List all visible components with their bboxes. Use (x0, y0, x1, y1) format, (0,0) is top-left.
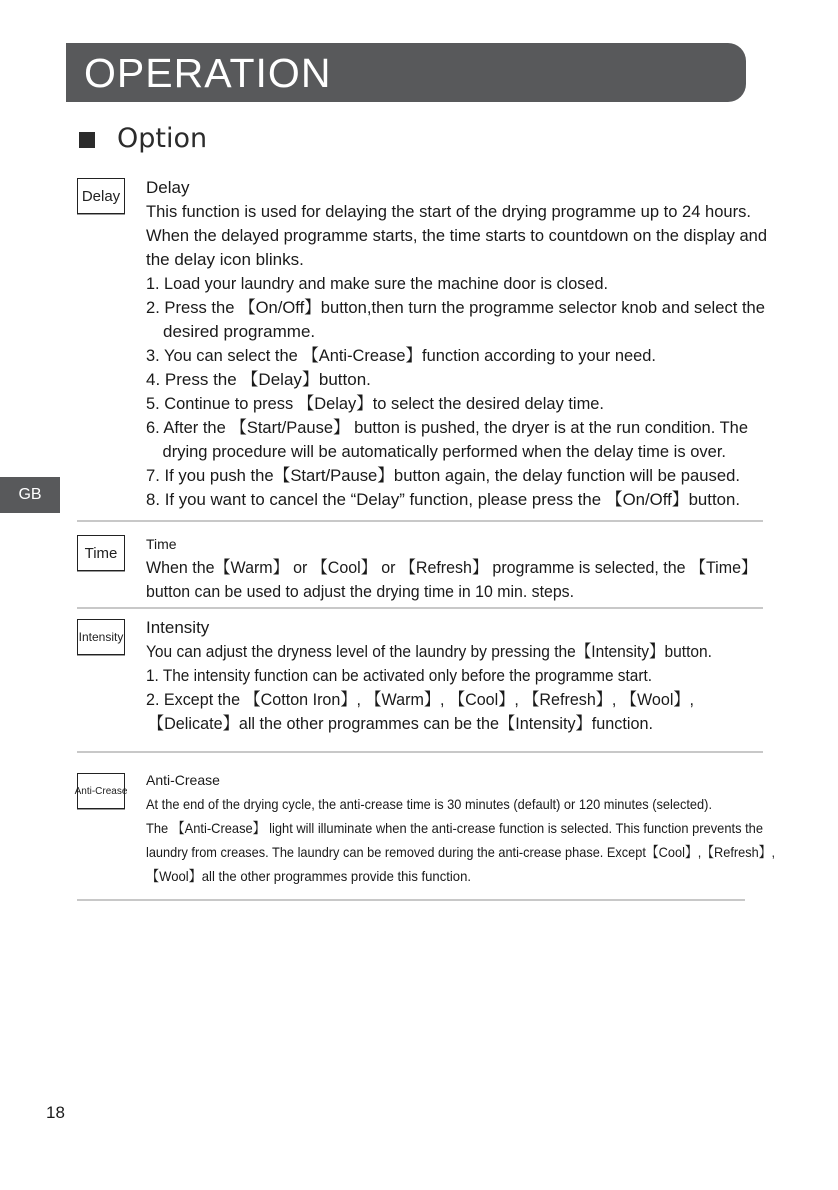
delay-button-icon: Delay (77, 178, 125, 214)
intensity-line: You can adjust the dryness level of the laundry by pressing the【Intensity】button. (146, 642, 712, 661)
page-title: OPERATION (84, 50, 332, 96)
anti-crease-button-icon: Anti-Crease (77, 773, 125, 809)
delay-step: 3. You can select the 【Anti-Crease】function according to your need. (146, 346, 656, 365)
intensity-section (146, 616, 786, 736)
time-line: When the【Warm】 or 【Cool】 or 【Refresh】 programme is selected, the 【Time】 (146, 558, 757, 577)
anti-crease-section (146, 768, 786, 888)
time-button-icon: Time (77, 535, 125, 571)
intensity-button-icon: Intensity (77, 619, 125, 655)
delay-line: the delay icon blinks. (146, 250, 304, 269)
anti-crease-line: laundry from creases. The laundry can be removed during the anti-crease phase. Except【Cool】,【Refresh】, (146, 844, 775, 860)
delay-step: 2. Press the 【On/Off】button,then turn the programme selector knob and select the (146, 298, 765, 317)
delay-step: 7. If you push the【Start/Pause】button again, the delay function will be paused. (146, 466, 740, 485)
delay-step: desired programme. (163, 322, 316, 341)
intensity-step: 2. Except the 【Cotton Iron】, 【Warm】, 【Cool】, 【Refresh】, 【Wool】, (146, 690, 694, 709)
anti-crease-line: The 【Anti-Crease】 light will illuminate when the anti-crease function is selected. This function prevents the (146, 820, 763, 836)
delay-line: This function is used for delaying the start of the drying programme up to 24 hours. (146, 202, 751, 221)
anti-crease-line: At the end of the drying cycle, the anti-crease time is 30 minutes (default) or 120 minutes (selected). (146, 796, 712, 812)
anti-crease-line: 【Wool】all the other programmes provide this function. (146, 868, 471, 884)
header-bar (66, 43, 746, 102)
delay-step: 1. Load your laundry and make sure the machine door is closed. (146, 274, 608, 293)
time-line: button can be used to adjust the drying time in 10 min. steps. (146, 582, 574, 601)
delay-step: 4. Press the 【Delay】button. (146, 370, 371, 389)
time-section (146, 534, 786, 604)
delay-step: drying procedure will be automatically performed when the delay time is over. (162, 442, 726, 461)
delay-step: 6. After the 【Start/Pause】 button is pushed, the dryer is at the run condition. The (146, 418, 748, 437)
square-bullet-icon (79, 132, 95, 148)
divider (77, 607, 763, 609)
language-tab: GB (0, 477, 60, 513)
intensity-step: 1. The intensity function can be activated only before the programme start. (146, 666, 652, 685)
divider (77, 520, 763, 522)
intensity-title: Intensity (146, 618, 210, 637)
delay-step: 8. If you want to cancel the “Delay” function, please press the 【On/Off】button. (146, 490, 740, 509)
divider (77, 899, 745, 901)
time-title: Time (146, 536, 177, 552)
page-number: 18 (46, 1103, 65, 1122)
delay-line: When the delayed programme starts, the time starts to countdown on the display and (146, 226, 767, 245)
delay-section (146, 176, 786, 512)
delay-step: 5. Continue to press 【Delay】to select the desired delay time. (146, 394, 604, 413)
divider (77, 751, 763, 753)
anti-crease-title: Anti-Crease (146, 772, 220, 788)
delay-title: Delay (146, 178, 190, 197)
intensity-step: 【Delicate】all the other programmes can be the【Intensity】function. (147, 714, 653, 733)
section-title: Option (117, 123, 208, 154)
